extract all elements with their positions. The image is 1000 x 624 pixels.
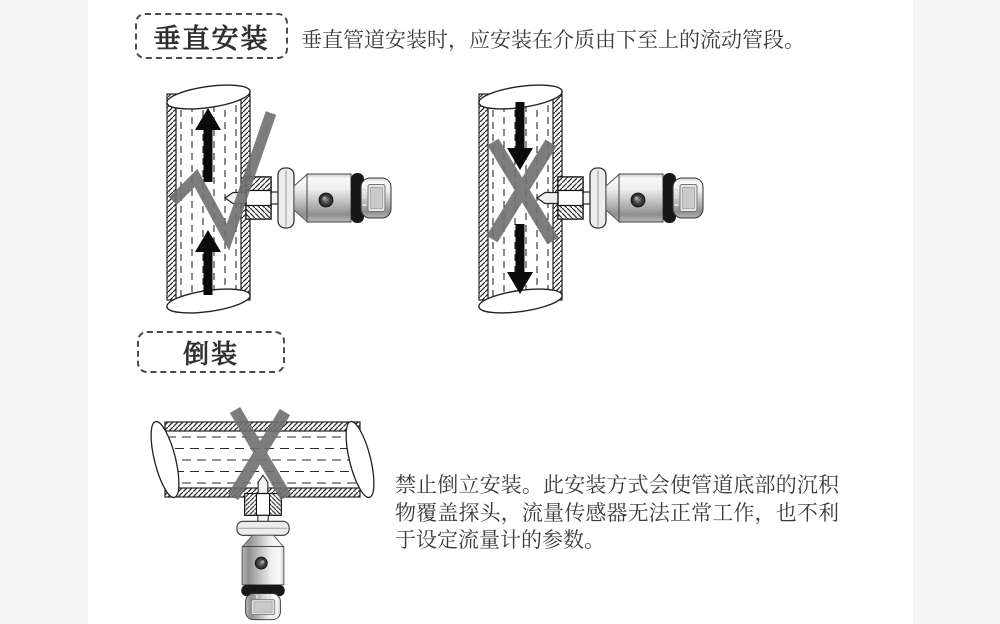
flow-meter — [537, 168, 703, 228]
page-margin-left — [0, 0, 88, 624]
figure-inverted-wrong — [148, 402, 403, 624]
section-label-vertical-install — [135, 13, 288, 59]
section-label-vertical-text: 垂直安装 — [153, 23, 270, 54]
figure-vertical-correct — [148, 82, 398, 322]
inverted-install-note: 禁止倒立安装。此安装方式会使管道底部的沉积物覆盖探头，流量传感器无法正常工作，也不利于设定流量计的参数。 — [395, 474, 839, 552]
page-margin-right — [913, 0, 1000, 624]
figure-vertical-wrong — [460, 82, 710, 322]
section-label-inverted-install — [137, 331, 285, 373]
vertical-install-description: 垂直管道安装时，应安装在介质由下至上的流动管段。 — [301, 29, 805, 52]
section-label-inverted-text: 倒装 — [182, 338, 239, 369]
